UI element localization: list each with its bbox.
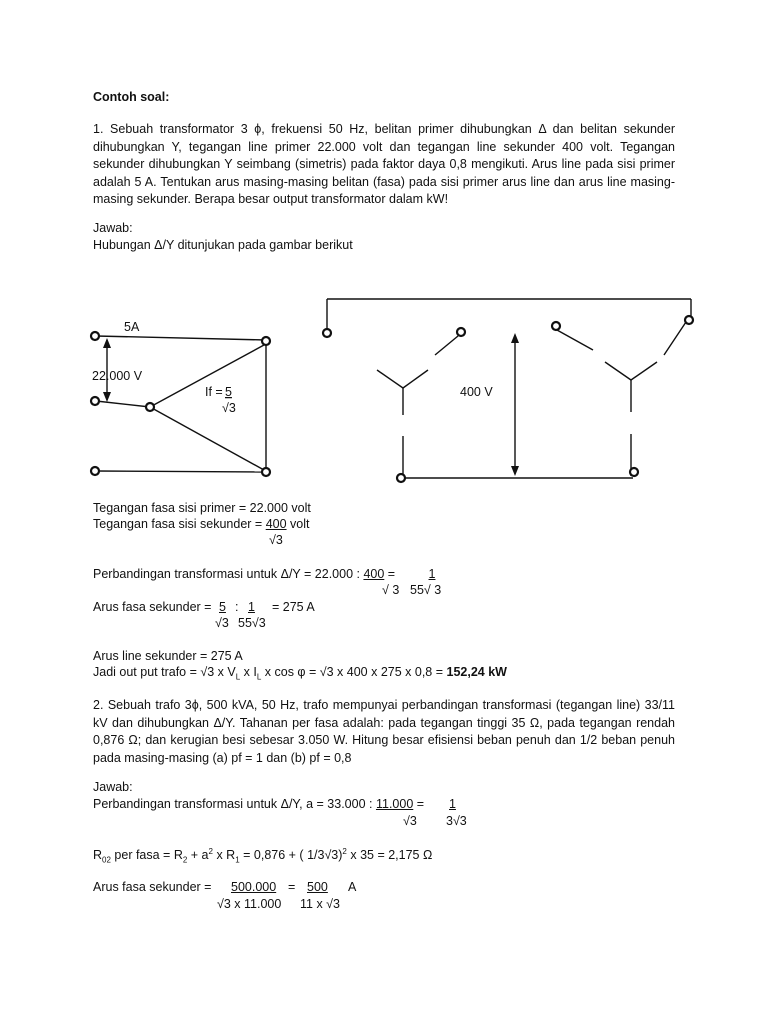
ratio-line-2: Perbandingan transformasi untuk Δ/Y, a = 33.000 : 11.000 = bbox=[93, 797, 425, 811]
secondary-voltage-label: 400 V bbox=[460, 385, 493, 399]
heading: Contoh soal: bbox=[93, 90, 170, 104]
wye-right-arm-r bbox=[631, 362, 657, 380]
sec-phase-d2: 55√3 bbox=[238, 616, 266, 630]
terminal bbox=[323, 329, 331, 337]
wye-right-connector bbox=[557, 330, 593, 350]
delta-wye-diagram bbox=[0, 290, 768, 500]
problem-2-text: 2. Sebuah trafo 3ϕ, 500 kVA, 50 Hz, trafo mempunyai perbandingan transformasi (tegangan line) 33/11 kV dan dihubungkan Δ/Y. Tahanan per fasa adalah: pada tegangan tinggi 35 Ω, pada tegangan rendah 0,876 Ω; dan kerugian besi sebesar 3.050 W. Hitung besar efisiensi beban penuh dan 1/2 beban penuh pada masing-masing (a) pf = 1 dan (b) pf = 0,8 bbox=[93, 698, 675, 765]
current-label: 5A bbox=[124, 320, 140, 334]
primary-voltage-label: 22.000 V bbox=[92, 369, 143, 383]
terminal bbox=[91, 467, 99, 475]
ratio-line-1: Perbandingan transformasi untuk Δ/Y = 22.000 : 400 = bbox=[93, 567, 396, 581]
sec-phase-result: = 275 A bbox=[272, 600, 315, 614]
wye-right-connector-2 bbox=[664, 322, 686, 355]
wye-left-connector bbox=[435, 336, 458, 355]
sec-phase-unit-2: A bbox=[348, 880, 357, 894]
answer-label-1: Jawab: bbox=[93, 221, 133, 235]
sec-phase-num2-2: 500 bbox=[307, 880, 328, 894]
primary-top-line bbox=[96, 336, 266, 340]
terminal bbox=[397, 474, 405, 482]
sec-phase-n2: 1 bbox=[248, 600, 255, 614]
sec-phase-den1-2: √3 x 11.000 bbox=[217, 897, 282, 911]
sec-phase-num1-2: 500.000 bbox=[231, 880, 277, 894]
phase-voltage-secondary: Tegangan fasa sisi sekunder = 400 volt bbox=[93, 517, 310, 531]
answer-label-2: Jawab: bbox=[93, 780, 133, 794]
ratio-den2-2: 3√3 bbox=[446, 814, 467, 828]
primary-mid-line bbox=[96, 401, 150, 407]
if-label: If = bbox=[205, 385, 223, 399]
primary-bottom-line bbox=[96, 471, 266, 472]
arrow-head-down-1 bbox=[103, 392, 111, 402]
ratio-one-2: 1 bbox=[449, 797, 456, 811]
sec-phase-den2-2: 11 x √3 bbox=[300, 897, 340, 911]
wye-left-arm-l bbox=[377, 370, 403, 388]
if-numerator: 5 bbox=[225, 385, 232, 399]
terminal bbox=[91, 332, 99, 340]
primary-branch-down bbox=[150, 407, 264, 470]
terminal bbox=[262, 468, 270, 476]
wye-right-arm-l bbox=[605, 362, 631, 380]
phase-voltage-secondary-den: √3 bbox=[269, 533, 283, 547]
sec-phase-current-2: Arus fasa sekunder = bbox=[93, 880, 212, 894]
r02-equation: $R_{02}$ per fasa = $R_2 + a^2$ x $R_1 = 0,876$ + ( 1/3√3)$^2$ x 35 = 2,175 Ω bbox=[93, 846, 433, 865]
terminal bbox=[685, 316, 693, 324]
sec-phase-d1: √3 bbox=[215, 616, 229, 630]
sec-phase-current: Arus fasa sekunder = bbox=[93, 600, 212, 614]
terminal bbox=[552, 322, 560, 330]
sec-phase-colon: : bbox=[235, 600, 239, 614]
ratio-den2: 55√ 3 bbox=[410, 583, 442, 597]
terminal bbox=[262, 337, 270, 345]
if-denominator: √3 bbox=[222, 401, 236, 415]
ratio-den1-2: √3 bbox=[403, 814, 417, 828]
arrow-head-down-2 bbox=[511, 466, 519, 476]
arrow-head-up-1 bbox=[103, 338, 111, 348]
ratio-den1: √ 3 bbox=[382, 583, 400, 597]
terminal bbox=[457, 328, 465, 336]
terminal bbox=[146, 403, 154, 411]
sec-phase-eq-2: = bbox=[288, 880, 296, 894]
answer-intro-1: Hubungan Δ/Y ditunjukan pada gambar berikut bbox=[93, 238, 353, 252]
arrow-head-up-2 bbox=[511, 333, 519, 343]
problem-1-text: 1. Sebuah transformator 3 ϕ, frekuensi 50 Hz, belitan primer dihubungkan Δ dan belitan sekunder dihubungkan Y, tegangan line primer 22.000 volt dan tegangan line sekunder 400 volt. Tegangan sekunder dihubungkan Y seimbang (simetris) pada faktor daya 0,8 mengikuti. Arus line pada sisi primer adalah 5 A. Tentukan arus masing-masing belitan (fasa) pada sisi primer arus line dan arus line masing-masing sekunder. Berapa besar output transformator dalam kW! bbox=[93, 122, 675, 206]
sec-phase-n1: 5 bbox=[219, 600, 226, 614]
terminal bbox=[91, 397, 99, 405]
ratio-one: 1 bbox=[428, 567, 436, 581]
output-power: Jadi out put trafo = √3 x $V_L$ x $I_L$ x cos φ = √3 x 400 x 275 x 0,8 = 152,24 kW bbox=[93, 665, 507, 682]
wye-left-arm-r bbox=[403, 370, 428, 388]
terminal bbox=[630, 468, 638, 476]
phase-voltage-primary: Tegangan fasa sisi primer = 22.000 volt bbox=[93, 501, 311, 515]
sec-line-current: Arus line sekunder = 275 A bbox=[93, 649, 243, 663]
